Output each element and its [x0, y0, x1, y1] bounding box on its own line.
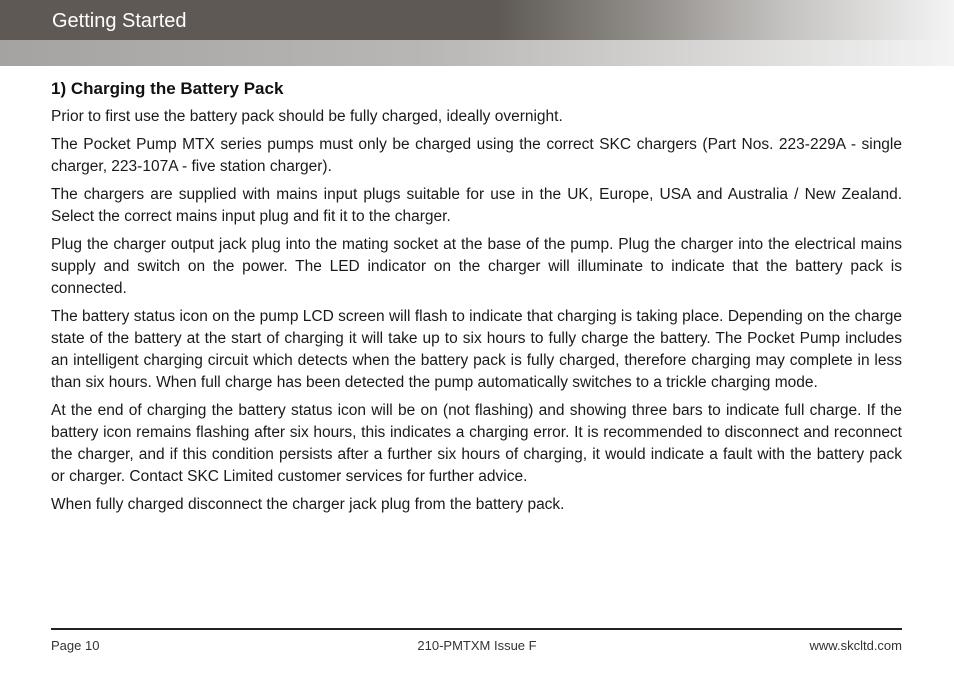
paragraph: Prior to first use the battery pack should be fully charged, ideally overnight.: [51, 108, 563, 125]
main-content: [51, 78, 902, 522]
paragraph: At the end of charging the battery status icon will be on (not flashing) and showing three bars to indicate full charge. If the battery icon remains flashing after six hours, this indicates a charging error. It is recommended to disconnect and reconnect the charger, and if this condition persists after a further six hours of charging, it would indicate a fault with the battery pack or charger. Contact SKC Limited customer services for further advice.: [51, 402, 902, 485]
paragraph: The battery status icon on the pump LCD screen will flash to indicate that charging is taking place. Depending on the charge state of the battery at the start of charging it will take up to six hours to fully charge the battery. The Pocket Pump includes an intelligent charging circuit which detects when the battery pack is fully charged, therefore charging may complete in less than six hours. When full charge has been detected the pump automatically switches to a trickle charging mode.: [51, 308, 902, 391]
paragraph: The chargers are supplied with mains input plugs suitable for use in the UK, Europe, USA and Australia / New Zealand. Select the correct mains input plug and fit it to the charger.: [51, 186, 902, 225]
paragraph: The Pocket Pump MTX series pumps must only be charged using the correct SKC chargers (Part Nos. 223-229A - single charger, 223-107A - five station charger).: [51, 136, 902, 175]
page-title: Getting Started: [52, 10, 187, 32]
footer-page-number: Page 10: [51, 638, 100, 653]
footer-doc-id: 210-PMTXM Issue F: [417, 638, 537, 653]
section-heading: 1) Charging the Battery Pack: [51, 79, 284, 98]
paragraph: Plug the charger output jack plug into the mating socket at the base of the pump. Plug the charger into the electrical mains supply and switch on the power. The LED indicator on the charger will illuminate to indicate that the battery pack is connected.: [51, 236, 902, 297]
footer-divider: [51, 628, 902, 630]
footer-website: www.skcltd.com: [809, 638, 902, 653]
header-strip: [0, 40, 954, 66]
header-band: [0, 0, 954, 40]
paragraph: When fully charged disconnect the charger jack plug from the battery pack.: [51, 496, 565, 513]
